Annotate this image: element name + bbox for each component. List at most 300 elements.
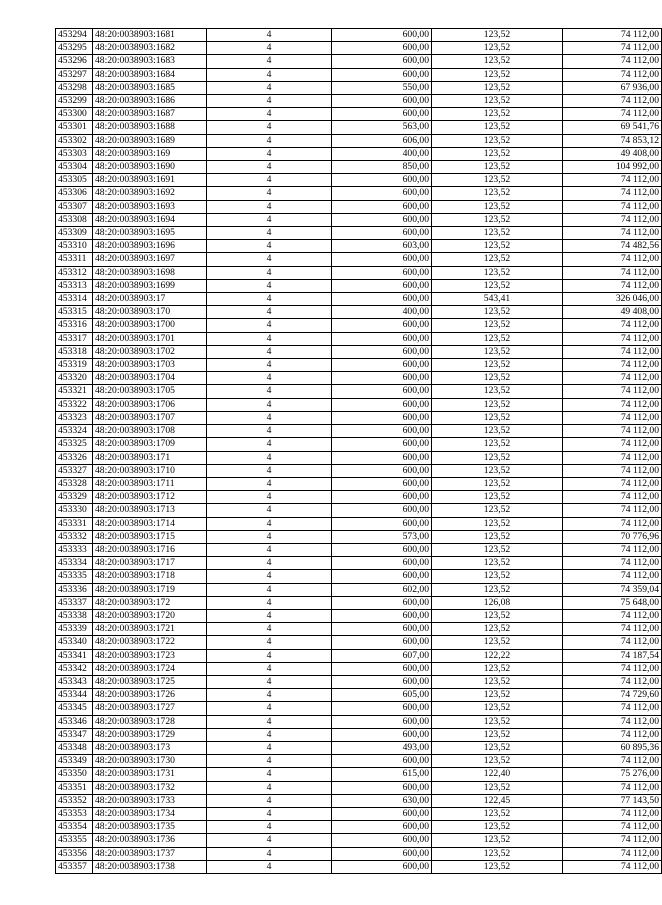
row-number-cell: 453299: [56, 95, 93, 108]
table-row: [56, 570, 662, 583]
area-value-cell: 600,00: [332, 279, 432, 292]
row-number-cell: 453300: [56, 108, 93, 121]
table-row: [56, 491, 662, 504]
table-row: [56, 319, 662, 332]
group-number-cell: 4: [207, 636, 332, 649]
cadastral-value-cell: 74 112,00: [563, 227, 662, 240]
table-row: [56, 689, 662, 702]
group-number-cell: 4: [207, 81, 332, 94]
specific-value-cell: 123,52: [432, 781, 563, 794]
specific-value-cell: 123,52: [432, 253, 563, 266]
specific-value-cell: 123,52: [432, 240, 563, 253]
cadastral-value-cell: 104 992,00: [563, 161, 662, 174]
specific-value-cell: 123,52: [432, 147, 563, 160]
group-number-cell: 4: [207, 768, 332, 781]
specific-value-cell: 123,52: [432, 715, 563, 728]
group-number-cell: 4: [207, 623, 332, 636]
table-row: [56, 42, 662, 55]
cadastral-number-cell: 48:20:0038903:1690: [93, 161, 207, 174]
specific-value-cell: 123,52: [432, 636, 563, 649]
group-number-cell: 4: [207, 755, 332, 768]
row-number-cell: 453302: [56, 134, 93, 147]
area-value-cell: 600,00: [332, 570, 432, 583]
area-value-cell: 400,00: [332, 306, 432, 319]
row-number-cell: 453316: [56, 319, 93, 332]
area-value-cell: 600,00: [332, 821, 432, 834]
cadastral-number-cell: 48:20:0038903:1699: [93, 279, 207, 292]
specific-value-cell: 123,52: [432, 728, 563, 741]
cadastral-number-cell: 48:20:0038903:1729: [93, 728, 207, 741]
area-value-cell: 600,00: [332, 755, 432, 768]
group-number-cell: 4: [207, 517, 332, 530]
group-number-cell: 4: [207, 161, 332, 174]
cadastral-number-cell: 48:20:0038903:1688: [93, 121, 207, 134]
area-value-cell: 605,00: [332, 689, 432, 702]
row-number-cell: 453337: [56, 596, 93, 609]
group-number-cell: 4: [207, 42, 332, 55]
cadastral-value-cell: 74 112,00: [563, 860, 662, 873]
cadastral-value-cell: 49 408,00: [563, 147, 662, 160]
cadastral-number-cell: 48:20:0038903:1683: [93, 55, 207, 68]
row-number-cell: 453345: [56, 702, 93, 715]
row-number-cell: 453334: [56, 557, 93, 570]
row-number-cell: 453308: [56, 213, 93, 226]
group-number-cell: 4: [207, 834, 332, 847]
table-row: [56, 134, 662, 147]
table-row: [56, 306, 662, 319]
group-number-cell: 4: [207, 649, 332, 662]
cadastral-number-cell: 48:20:0038903:1723: [93, 649, 207, 662]
specific-value-cell: 123,52: [432, 174, 563, 187]
row-number-cell: 453336: [56, 583, 93, 596]
row-number-cell: 453335: [56, 570, 93, 583]
table-row: [56, 636, 662, 649]
row-number-cell: 453356: [56, 847, 93, 860]
table-row: [56, 755, 662, 768]
cadastral-value-cell: 74 112,00: [563, 319, 662, 332]
cadastral-number-cell: 48:20:0038903:1685: [93, 81, 207, 94]
table-row: [56, 464, 662, 477]
row-number-cell: 453311: [56, 253, 93, 266]
row-number-cell: 453325: [56, 438, 93, 451]
cadastral-value-cell: 74 112,00: [563, 609, 662, 622]
table-row: [56, 279, 662, 292]
area-value-cell: 600,00: [332, 55, 432, 68]
area-value-cell: 600,00: [332, 108, 432, 121]
cadastral-value-cell: 74 112,00: [563, 715, 662, 728]
cadastral-value-cell: 74 112,00: [563, 675, 662, 688]
table-row: [56, 266, 662, 279]
group-number-cell: 4: [207, 583, 332, 596]
cadastral-number-cell: 48:20:0038903:1682: [93, 42, 207, 55]
table-row: [56, 29, 662, 42]
table-row: [56, 68, 662, 81]
row-number-cell: 453347: [56, 728, 93, 741]
group-number-cell: 4: [207, 240, 332, 253]
cadastral-value-cell: 49 408,00: [563, 306, 662, 319]
cadastral-value-cell: 74 112,00: [563, 385, 662, 398]
cadastral-value-cell: 74 112,00: [563, 702, 662, 715]
specific-value-cell: 123,52: [432, 623, 563, 636]
specific-value-cell: 123,52: [432, 807, 563, 820]
specific-value-cell: 123,52: [432, 425, 563, 438]
specific-value-cell: 123,52: [432, 702, 563, 715]
area-value-cell: 600,00: [332, 596, 432, 609]
cadastral-value-cell: 74 112,00: [563, 253, 662, 266]
cadastral-value-cell: 74 112,00: [563, 504, 662, 517]
group-number-cell: 4: [207, 147, 332, 160]
table-row: [56, 623, 662, 636]
specific-value-cell: 123,52: [432, 583, 563, 596]
table-row: [56, 55, 662, 68]
group-number-cell: 4: [207, 345, 332, 358]
cadastral-value-cell: 67 936,00: [563, 81, 662, 94]
area-value-cell: 600,00: [332, 411, 432, 424]
cadastral-number-cell: 48:20:0038903:1704: [93, 372, 207, 385]
cadastral-value-cell: 74 112,00: [563, 187, 662, 200]
cadastral-value-cell: 74 112,00: [563, 557, 662, 570]
row-number-cell: 453353: [56, 807, 93, 820]
table-row: [56, 649, 662, 662]
cadastral-number-cell: 48:20:0038903:1716: [93, 543, 207, 556]
cadastral-number-cell: 48:20:0038903:1738: [93, 860, 207, 873]
cadastral-number-cell: 48:20:0038903:1730: [93, 755, 207, 768]
specific-value-cell: 123,52: [432, 81, 563, 94]
group-number-cell: 4: [207, 319, 332, 332]
cadastral-value-cell: 74 112,00: [563, 636, 662, 649]
cadastral-value-cell: 77 143,50: [563, 794, 662, 807]
cadastral-value-table: [55, 28, 662, 874]
group-number-cell: 4: [207, 227, 332, 240]
group-number-cell: 4: [207, 596, 332, 609]
cadastral-value-cell: 69 541,76: [563, 121, 662, 134]
cadastral-number-cell: 48:20:0038903:1736: [93, 834, 207, 847]
row-number-cell: 453351: [56, 781, 93, 794]
table-row: [56, 781, 662, 794]
cadastral-value-cell: 70 776,96: [563, 530, 662, 543]
table-row: [56, 332, 662, 345]
cadastral-value-cell: 74 112,00: [563, 728, 662, 741]
cadastral-value-cell: 74 112,00: [563, 372, 662, 385]
area-value-cell: 600,00: [332, 319, 432, 332]
table-row: [56, 728, 662, 741]
cadastral-number-cell: 48:20:0038903:1681: [93, 29, 207, 42]
cadastral-number-cell: 48:20:0038903:1734: [93, 807, 207, 820]
row-number-cell: 453348: [56, 741, 93, 754]
area-value-cell: 600,00: [332, 174, 432, 187]
group-number-cell: 4: [207, 398, 332, 411]
specific-value-cell: 123,52: [432, 372, 563, 385]
specific-value-cell: 123,52: [432, 438, 563, 451]
cadastral-value-cell: 74 112,00: [563, 411, 662, 424]
table-body: [56, 29, 662, 874]
group-number-cell: 4: [207, 55, 332, 68]
group-number-cell: 4: [207, 451, 332, 464]
area-value-cell: 600,00: [332, 266, 432, 279]
area-value-cell: 615,00: [332, 768, 432, 781]
cadastral-number-cell: 48:20:0038903:171: [93, 451, 207, 464]
row-number-cell: 453326: [56, 451, 93, 464]
cadastral-value-cell: 74 112,00: [563, 359, 662, 372]
table-row: [56, 596, 662, 609]
specific-value-cell: 123,52: [432, 451, 563, 464]
table-row: [56, 121, 662, 134]
table-row: [56, 81, 662, 94]
specific-value-cell: 123,52: [432, 266, 563, 279]
cadastral-number-cell: 48:20:0038903:1727: [93, 702, 207, 715]
cadastral-value-cell: 60 895,36: [563, 741, 662, 754]
specific-value-cell: 123,52: [432, 385, 563, 398]
area-value-cell: 600,00: [332, 715, 432, 728]
cadastral-value-cell: 74 112,00: [563, 807, 662, 820]
group-number-cell: 4: [207, 741, 332, 754]
area-value-cell: 600,00: [332, 781, 432, 794]
area-value-cell: 600,00: [332, 227, 432, 240]
table-row: [56, 147, 662, 160]
cadastral-value-cell: 74 112,00: [563, 755, 662, 768]
specific-value-cell: 123,52: [432, 477, 563, 490]
cadastral-number-cell: 48:20:0038903:1724: [93, 662, 207, 675]
row-number-cell: 453324: [56, 425, 93, 438]
group-number-cell: 4: [207, 557, 332, 570]
group-number-cell: 4: [207, 68, 332, 81]
area-value-cell: 600,00: [332, 807, 432, 820]
specific-value-cell: 123,52: [432, 834, 563, 847]
area-value-cell: 600,00: [332, 504, 432, 517]
row-number-cell: 453321: [56, 385, 93, 398]
area-value-cell: 600,00: [332, 293, 432, 306]
cadastral-value-cell: 75 648,00: [563, 596, 662, 609]
area-value-cell: 600,00: [332, 623, 432, 636]
cadastral-value-cell: 74 853,12: [563, 134, 662, 147]
row-number-cell: 453323: [56, 411, 93, 424]
table-row: [56, 517, 662, 530]
cadastral-number-cell: 48:20:0038903:1686: [93, 95, 207, 108]
area-value-cell: 600,00: [332, 702, 432, 715]
row-number-cell: 453304: [56, 161, 93, 174]
table-row: [56, 557, 662, 570]
table-row: [56, 741, 662, 754]
cadastral-value-cell: 74 112,00: [563, 438, 662, 451]
cadastral-number-cell: 48:20:0038903:1717: [93, 557, 207, 570]
specific-value-cell: 123,52: [432, 755, 563, 768]
group-number-cell: 4: [207, 359, 332, 372]
row-number-cell: 453355: [56, 834, 93, 847]
area-value-cell: 602,00: [332, 583, 432, 596]
cadastral-number-cell: 48:20:0038903:1691: [93, 174, 207, 187]
cadastral-number-cell: 48:20:0038903:173: [93, 741, 207, 754]
row-number-cell: 453297: [56, 68, 93, 81]
group-number-cell: 4: [207, 108, 332, 121]
table-row: [56, 847, 662, 860]
row-number-cell: 453333: [56, 543, 93, 556]
group-number-cell: 4: [207, 807, 332, 820]
row-number-cell: 453346: [56, 715, 93, 728]
area-value-cell: 600,00: [332, 517, 432, 530]
table-row: [56, 860, 662, 873]
cadastral-number-cell: 48:20:0038903:1720: [93, 609, 207, 622]
row-number-cell: 453318: [56, 345, 93, 358]
row-number-cell: 453327: [56, 464, 93, 477]
group-number-cell: 4: [207, 372, 332, 385]
group-number-cell: 4: [207, 187, 332, 200]
row-number-cell: 453342: [56, 662, 93, 675]
table-row: [56, 543, 662, 556]
cadastral-number-cell: 48:20:0038903:1725: [93, 675, 207, 688]
group-number-cell: 4: [207, 438, 332, 451]
group-number-cell: 4: [207, 504, 332, 517]
cadastral-value-cell: 74 112,00: [563, 398, 662, 411]
row-number-cell: 453296: [56, 55, 93, 68]
group-number-cell: 4: [207, 425, 332, 438]
area-value-cell: 573,00: [332, 530, 432, 543]
specific-value-cell: 123,52: [432, 108, 563, 121]
group-number-cell: 4: [207, 279, 332, 292]
table-row: [56, 504, 662, 517]
cadastral-value-cell: 74 112,00: [563, 517, 662, 530]
group-number-cell: 4: [207, 675, 332, 688]
specific-value-cell: 123,52: [432, 557, 563, 570]
cadastral-value-cell: 74 112,00: [563, 108, 662, 121]
specific-value-cell: 123,52: [432, 543, 563, 556]
specific-value-cell: 123,52: [432, 530, 563, 543]
cadastral-number-cell: 48:20:0038903:1702: [93, 345, 207, 358]
table-row: [56, 108, 662, 121]
area-value-cell: 600,00: [332, 213, 432, 226]
row-number-cell: 453344: [56, 689, 93, 702]
table-row: [56, 95, 662, 108]
cadastral-number-cell: 48:20:0038903:1718: [93, 570, 207, 583]
specific-value-cell: 123,52: [432, 55, 563, 68]
cadastral-number-cell: 48:20:0038903:1703: [93, 359, 207, 372]
specific-value-cell: 123,52: [432, 200, 563, 213]
table-row: [56, 385, 662, 398]
group-number-cell: 4: [207, 306, 332, 319]
specific-value-cell: 123,52: [432, 134, 563, 147]
group-number-cell: 4: [207, 200, 332, 213]
row-number-cell: 453294: [56, 29, 93, 42]
group-number-cell: 4: [207, 411, 332, 424]
area-value-cell: 600,00: [332, 557, 432, 570]
specific-value-cell: 122,22: [432, 649, 563, 662]
cadastral-number-cell: 48:20:0038903:1719: [93, 583, 207, 596]
area-value-cell: 600,00: [332, 860, 432, 873]
group-number-cell: 4: [207, 29, 332, 42]
cadastral-number-cell: 48:20:0038903:1705: [93, 385, 207, 398]
cadastral-number-cell: 48:20:0038903:1731: [93, 768, 207, 781]
area-value-cell: 600,00: [332, 636, 432, 649]
row-number-cell: 453339: [56, 623, 93, 636]
cadastral-number-cell: 48:20:0038903:1737: [93, 847, 207, 860]
row-number-cell: 453341: [56, 649, 93, 662]
table-row: [56, 794, 662, 807]
row-number-cell: 453310: [56, 240, 93, 253]
cadastral-value-cell: 326 046,00: [563, 293, 662, 306]
table-row: [56, 372, 662, 385]
specific-value-cell: 123,52: [432, 121, 563, 134]
cadastral-number-cell: 48:20:0038903:1701: [93, 332, 207, 345]
row-number-cell: 453322: [56, 398, 93, 411]
row-number-cell: 453354: [56, 821, 93, 834]
cadastral-number-cell: 48:20:0038903:1728: [93, 715, 207, 728]
table-row: [56, 821, 662, 834]
specific-value-cell: 123,52: [432, 464, 563, 477]
area-value-cell: 600,00: [332, 662, 432, 675]
area-value-cell: 606,00: [332, 134, 432, 147]
specific-value-cell: 123,52: [432, 847, 563, 860]
specific-value-cell: 123,52: [432, 227, 563, 240]
row-number-cell: 453320: [56, 372, 93, 385]
cadastral-value-cell: 74 112,00: [563, 55, 662, 68]
area-value-cell: 600,00: [332, 451, 432, 464]
area-value-cell: 493,00: [332, 741, 432, 754]
cadastral-number-cell: 48:20:0038903:1732: [93, 781, 207, 794]
group-number-cell: 4: [207, 253, 332, 266]
cadastral-number-cell: 48:20:0038903:1707: [93, 411, 207, 424]
cadastral-number-cell: 48:20:0038903:1708: [93, 425, 207, 438]
row-number-cell: 453338: [56, 609, 93, 622]
table-row: [56, 253, 662, 266]
document-page: [55, 28, 659, 874]
cadastral-value-cell: 74 112,00: [563, 662, 662, 675]
area-value-cell: 400,00: [332, 147, 432, 160]
area-value-cell: 600,00: [332, 29, 432, 42]
table-row: [56, 425, 662, 438]
specific-value-cell: 123,52: [432, 398, 563, 411]
area-value-cell: 600,00: [332, 187, 432, 200]
cadastral-value-cell: 74 112,00: [563, 781, 662, 794]
group-number-cell: 4: [207, 715, 332, 728]
area-value-cell: 600,00: [332, 398, 432, 411]
table-row: [56, 438, 662, 451]
cadastral-value-cell: 74 112,00: [563, 570, 662, 583]
group-number-cell: 4: [207, 702, 332, 715]
cadastral-number-cell: 48:20:0038903:172: [93, 596, 207, 609]
row-number-cell: 453319: [56, 359, 93, 372]
row-number-cell: 453295: [56, 42, 93, 55]
cadastral-number-cell: 48:20:0038903:1684: [93, 68, 207, 81]
specific-value-cell: 543,41: [432, 293, 563, 306]
specific-value-cell: 123,52: [432, 689, 563, 702]
group-number-cell: 4: [207, 174, 332, 187]
specific-value-cell: 123,52: [432, 345, 563, 358]
specific-value-cell: 123,52: [432, 570, 563, 583]
specific-value-cell: 123,52: [432, 359, 563, 372]
cadastral-value-cell: 74 112,00: [563, 29, 662, 42]
cadastral-number-cell: 48:20:0038903:1697: [93, 253, 207, 266]
group-number-cell: 4: [207, 570, 332, 583]
cadastral-value-cell: 74 112,00: [563, 425, 662, 438]
row-number-cell: 453317: [56, 332, 93, 345]
cadastral-number-cell: 48:20:0038903:1692: [93, 187, 207, 200]
cadastral-number-cell: 48:20:0038903:1700: [93, 319, 207, 332]
area-value-cell: 600,00: [332, 477, 432, 490]
group-number-cell: 4: [207, 293, 332, 306]
row-number-cell: 453306: [56, 187, 93, 200]
group-number-cell: 4: [207, 121, 332, 134]
specific-value-cell: 123,52: [432, 161, 563, 174]
cadastral-number-cell: 48:20:0038903:1687: [93, 108, 207, 121]
row-number-cell: 453352: [56, 794, 93, 807]
area-value-cell: 600,00: [332, 491, 432, 504]
cadastral-number-cell: 48:20:0038903:1693: [93, 200, 207, 213]
area-value-cell: 600,00: [332, 42, 432, 55]
table-row: [56, 240, 662, 253]
specific-value-cell: 123,52: [432, 279, 563, 292]
group-number-cell: 4: [207, 609, 332, 622]
cadastral-number-cell: 48:20:0038903:1696: [93, 240, 207, 253]
row-number-cell: 453357: [56, 860, 93, 873]
